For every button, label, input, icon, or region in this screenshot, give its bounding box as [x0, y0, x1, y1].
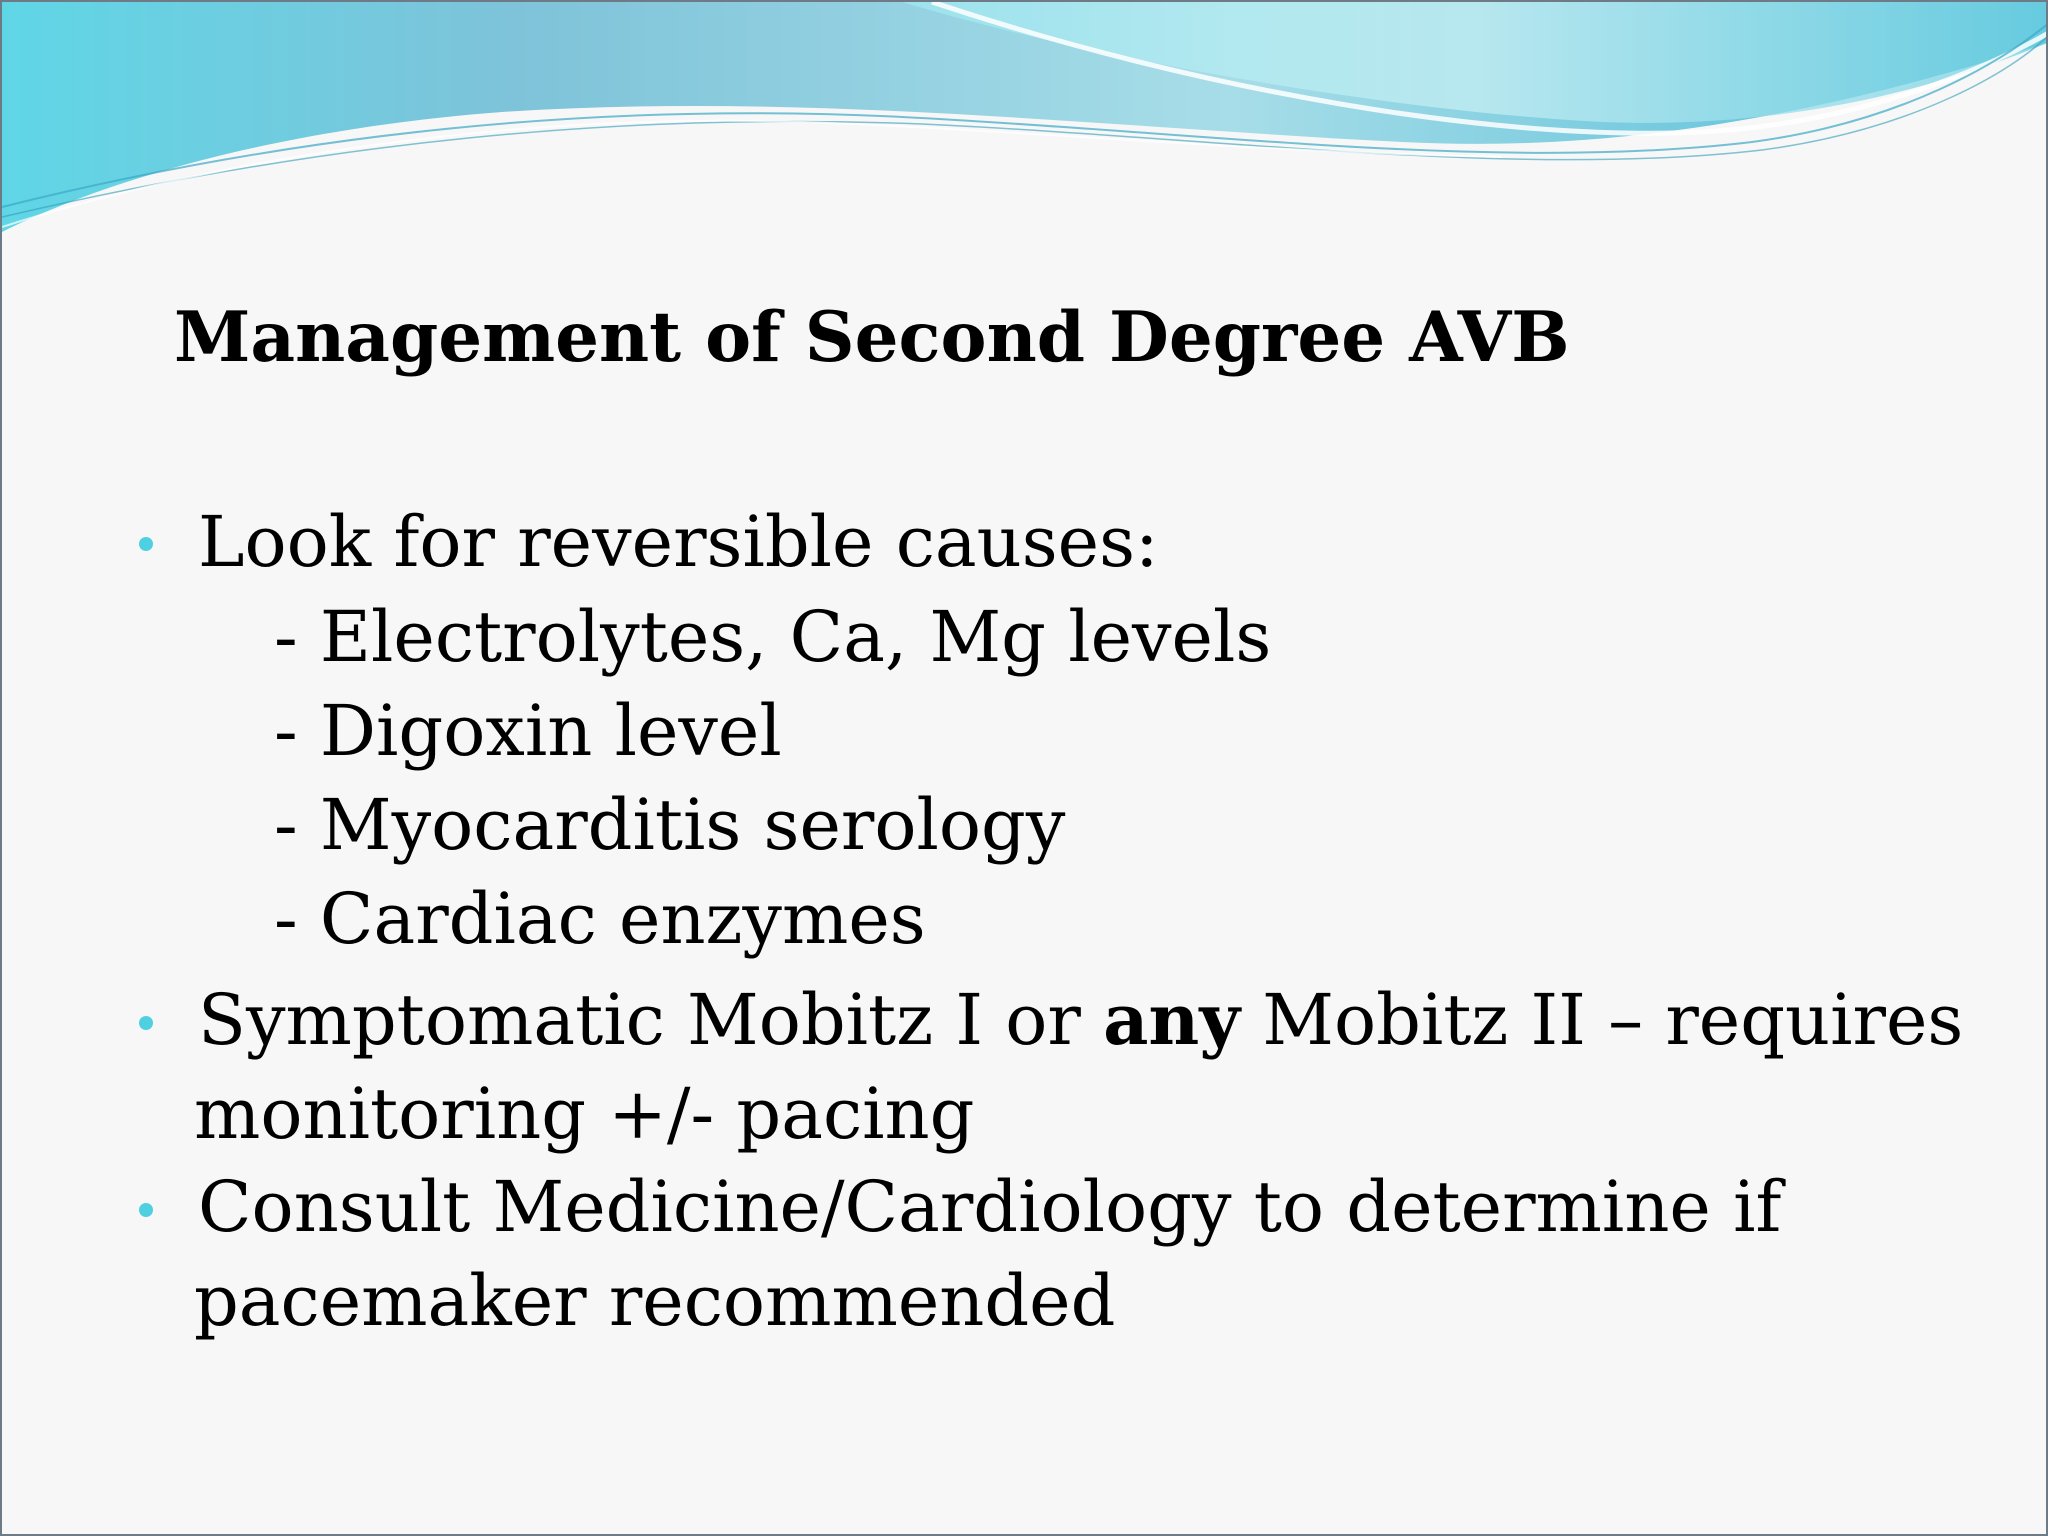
bullet-mobitz [198, 978, 1964, 1061]
bullet-consult-continuation: pacemaker recommended [194, 1260, 1116, 1342]
header-wave-decoration [2, 2, 2048, 242]
bullet-marker [139, 1203, 153, 1217]
subitem-myocarditis: - Myocarditis serology [274, 784, 1066, 866]
bullet-mobitz-text-end: Mobitz II – requires [1240, 979, 1964, 1061]
subitem-digoxin: - Digoxin level [274, 690, 782, 772]
bullet-marker [139, 1016, 153, 1030]
slide-title: Management of Second Degree AVB [174, 297, 1570, 378]
bullet-marker [139, 537, 153, 551]
bullet-reversible-causes: Look for reversible causes: [198, 501, 1159, 583]
bullet-mobitz-text-start: Symptomatic Mobitz I or [198, 979, 1104, 1061]
bullet-mobitz-continuation: monitoring +/- pacing [194, 1073, 975, 1155]
subitem-cardiac-enzymes: - Cardiac enzymes [274, 878, 926, 960]
bullet-consult: Consult Medicine/Cardiology to determine if [198, 1166, 1782, 1248]
subitem-electrolytes: - Electrolytes, Ca, Mg levels [274, 596, 1272, 678]
bullet-mobitz-emphasis: any [1103, 978, 1241, 1061]
